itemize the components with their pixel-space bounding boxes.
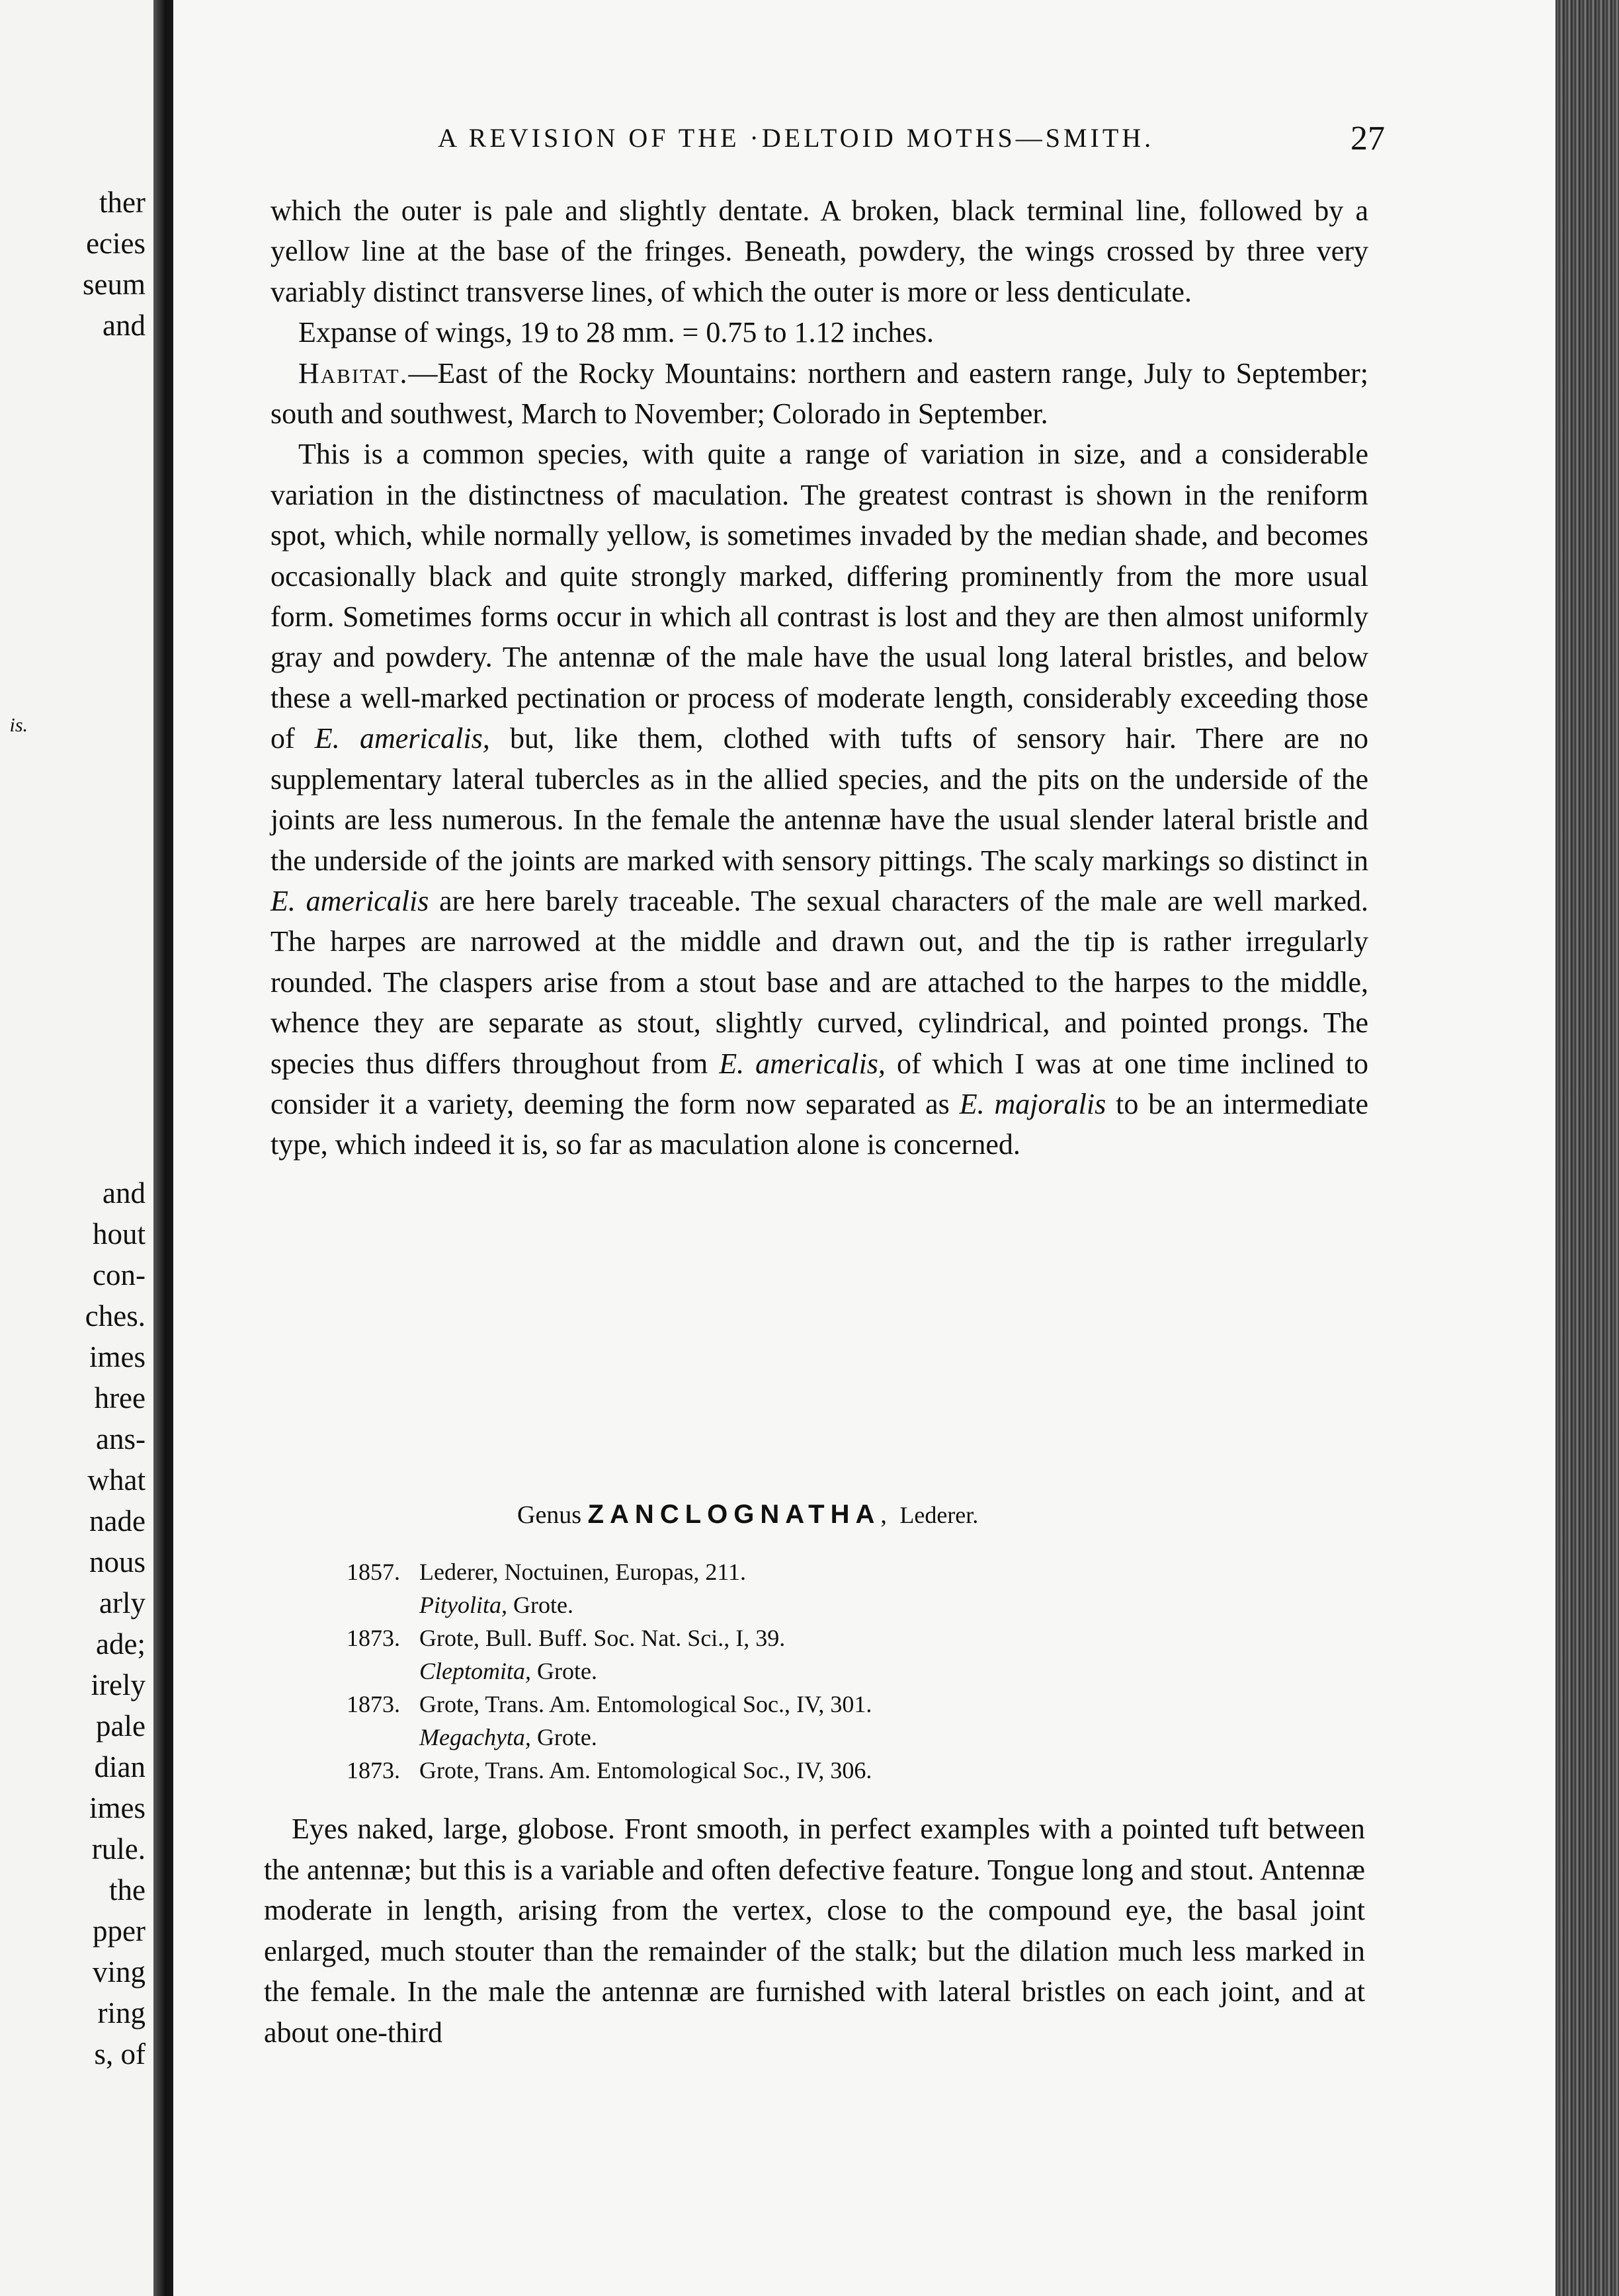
synonym-author: Grote. (536, 1724, 597, 1750)
synonym-author: Grote. (513, 1592, 573, 1618)
previous-page-text-fragment: what (87, 1463, 145, 1496)
previous-page-text-fragment: con- (93, 1258, 145, 1292)
synonymy-entry (347, 1555, 1272, 1588)
text-run: of which I was at one time inclined to consider it a variety, deeming the form now separated as (270, 1047, 1368, 1120)
synonym-name (347, 1588, 1272, 1621)
previous-page-text-fragment: ans- (96, 1422, 145, 1456)
previous-page-text-fragment: seum (83, 268, 145, 301)
previous-page-text-fragment: pale (96, 1709, 145, 1742)
genus-prefix: Genus (517, 1501, 582, 1529)
habitat-text: —East of the Rocky Mountains: northern and eastern range, July to September; south and southwest, March to November; Colorado in September. (270, 356, 1368, 430)
previous-page-text-fragment: nous (89, 1545, 145, 1578)
previous-page-text-fragment: s, of (94, 2037, 145, 2070)
synonymy-reference: Grote, Trans. Am. Entomological Soc., IV, 306. (419, 1757, 872, 1784)
previous-page-text-fragment: arly (99, 1586, 145, 1620)
synonym-author: Grote. (537, 1658, 597, 1684)
synonymy-year: 1857. (347, 1559, 400, 1585)
previous-page-text-fragment: is. (9, 714, 28, 736)
body-text (270, 190, 1368, 1165)
text-run: are here barely traceable. The sexual characters of the male are well marked. The harpes are narrowed at the middle and drawn out, and the tip is rather irregularly rounded. The claspers arise from a stout base and are attached to the harpes to the middle, whence they are separate as stout, slightly curved, cylindrical, and pointed prongs. The species thus differs throughout from (270, 884, 1368, 1080)
species-name: E. americalis (270, 884, 429, 917)
synonym-genus: Cleptomita, (419, 1658, 531, 1684)
text-run: This is a common species, with quite a range of variation in size, and a considerable variation in the distinctness of maculation. The greatest contrast is shown in the reniform spot, which, while normally yellow, is sometimes invaded by the median shade, and becomes occasionally black and quite strongly marked, differing prominently from the more usual form. Sometimes forms occur in which all contrast is lost and they are then almost uniformly gray and powdery. The antennæ of the male have the usual long lateral bristles, and below these a well-marked pectination or process of moderate length, considerably exceeding those of (270, 438, 1368, 755)
book-gutter (153, 0, 173, 2296)
book-page-edges (1556, 0, 1619, 2296)
previous-page-text-fragment: hree (94, 1381, 145, 1414)
paragraph-expanse: Expanse of wings, 19 to 28 mm. = 0.75 to 1.12 inches. (298, 316, 934, 349)
body-text-genus (264, 1809, 1365, 2053)
synonym-genus: Megachyta, (419, 1724, 531, 1750)
previous-page-text-fragment: imes (89, 1791, 145, 1824)
synonymy-reference: Grote, Bull. Buff. Soc. Nat. Sci., I, 39. (419, 1625, 786, 1651)
synonym-name (347, 1721, 1272, 1754)
previous-page-text-fragment: irely (91, 1668, 145, 1702)
genus-heading: Genus ZANCLOGNATHA, Lederer. (517, 1500, 979, 1529)
previous-page-text-fragment: dian (94, 1750, 145, 1784)
previous-page-text-fragment: pper (93, 1914, 145, 1948)
synonymy-year: 1873. (347, 1757, 400, 1784)
previous-page-text-fragment: ches. (85, 1299, 145, 1332)
species-name: E. majoralis (959, 1087, 1106, 1120)
paragraph-habitat (270, 353, 1368, 434)
species-name: E. americalis, (314, 722, 490, 755)
previous-page-text-fragment: ring (97, 1996, 145, 2030)
synonymy-reference: Grote, Trans. Am. Entomological Soc., IV, 301. (419, 1691, 872, 1717)
synonymy-entry (347, 1621, 1272, 1655)
synonym-genus: Pityolita, (419, 1592, 507, 1618)
paragraph: Eyes naked, large, globose. Front smooth, in perfect examples with a pointed tuft between the antennæ; but this is a variable and often defective feature. Tongue long and stout. Antennæ moderate in length, arising from the vertex, close to the compound eye, the basal joint enlarged, much stouter than the remainder of the stalk; but the dilation much less marked in the female. In the male the antennæ are furnished with lateral bristles on each joint, and at about one-third (264, 1813, 1365, 2049)
running-head: A REVISION OF THE ·DELTOID MOTHS—SMITH. (438, 123, 1155, 153)
synonymy-entry (347, 1754, 1272, 1787)
previous-page-text-fragment: imes (89, 1340, 145, 1374)
previous-page-text-fragment: ade; (96, 1627, 145, 1660)
text-run: but, like them, clothed with tufts of sensory hair. There are no supplementary lateral tubercles as in the allied species, and the pits on the underside of the joints are less numerous. In the female the antennæ have the usual slender lateral bristle and the underside of the joints are marked with sensory pittings. The scaly markings so distinct in (270, 722, 1369, 877)
synonymy-entry (347, 1688, 1272, 1721)
previous-page-text-fragment: rule. (91, 1832, 145, 1866)
previous-page-text-fragment: ving (92, 1955, 145, 1988)
paragraph: which the outer is pale and slightly dentate. A broken, black terminal line, followed by a yellow line at the base of the fringes. Beneath, powdery, the wings crossed by three very variably distinct transverse lines, of which the outer is more or less denticulate. (270, 194, 1368, 308)
synonymy-year: 1873. (347, 1625, 400, 1651)
synonymy-list (347, 1555, 1272, 1787)
previous-page-edge (0, 0, 153, 2296)
previous-page-text-fragment: the (109, 1873, 145, 1906)
genus-author: Lederer. (899, 1502, 979, 1528)
synonymy-year: 1873. (347, 1691, 400, 1717)
synonym-name (347, 1655, 1272, 1688)
previous-page-text-fragment: hout (92, 1217, 145, 1250)
paragraph-discussion (270, 434, 1368, 1165)
previous-page-text-fragment: and (103, 309, 145, 342)
text-run: to be an intermediate type, which indeed it is, so far as maculation alone is concerned. (270, 1087, 1368, 1161)
synonymy-reference: Lederer, Noctuinen, Europas, 211. (419, 1559, 747, 1585)
previous-page-text-fragment: ther (99, 186, 145, 219)
page-number: 27 (1350, 120, 1385, 157)
previous-page-text-fragment: and (103, 1176, 145, 1210)
page (173, 0, 1556, 2296)
previous-page-text-fragment: nade (89, 1504, 145, 1538)
previous-page-text-fragment: ecies (86, 227, 145, 260)
species-name: E. americalis, (719, 1047, 886, 1080)
genus-name: ZANCLOGNATHA (587, 1500, 881, 1529)
habitat-label: Habitat. (298, 356, 409, 390)
